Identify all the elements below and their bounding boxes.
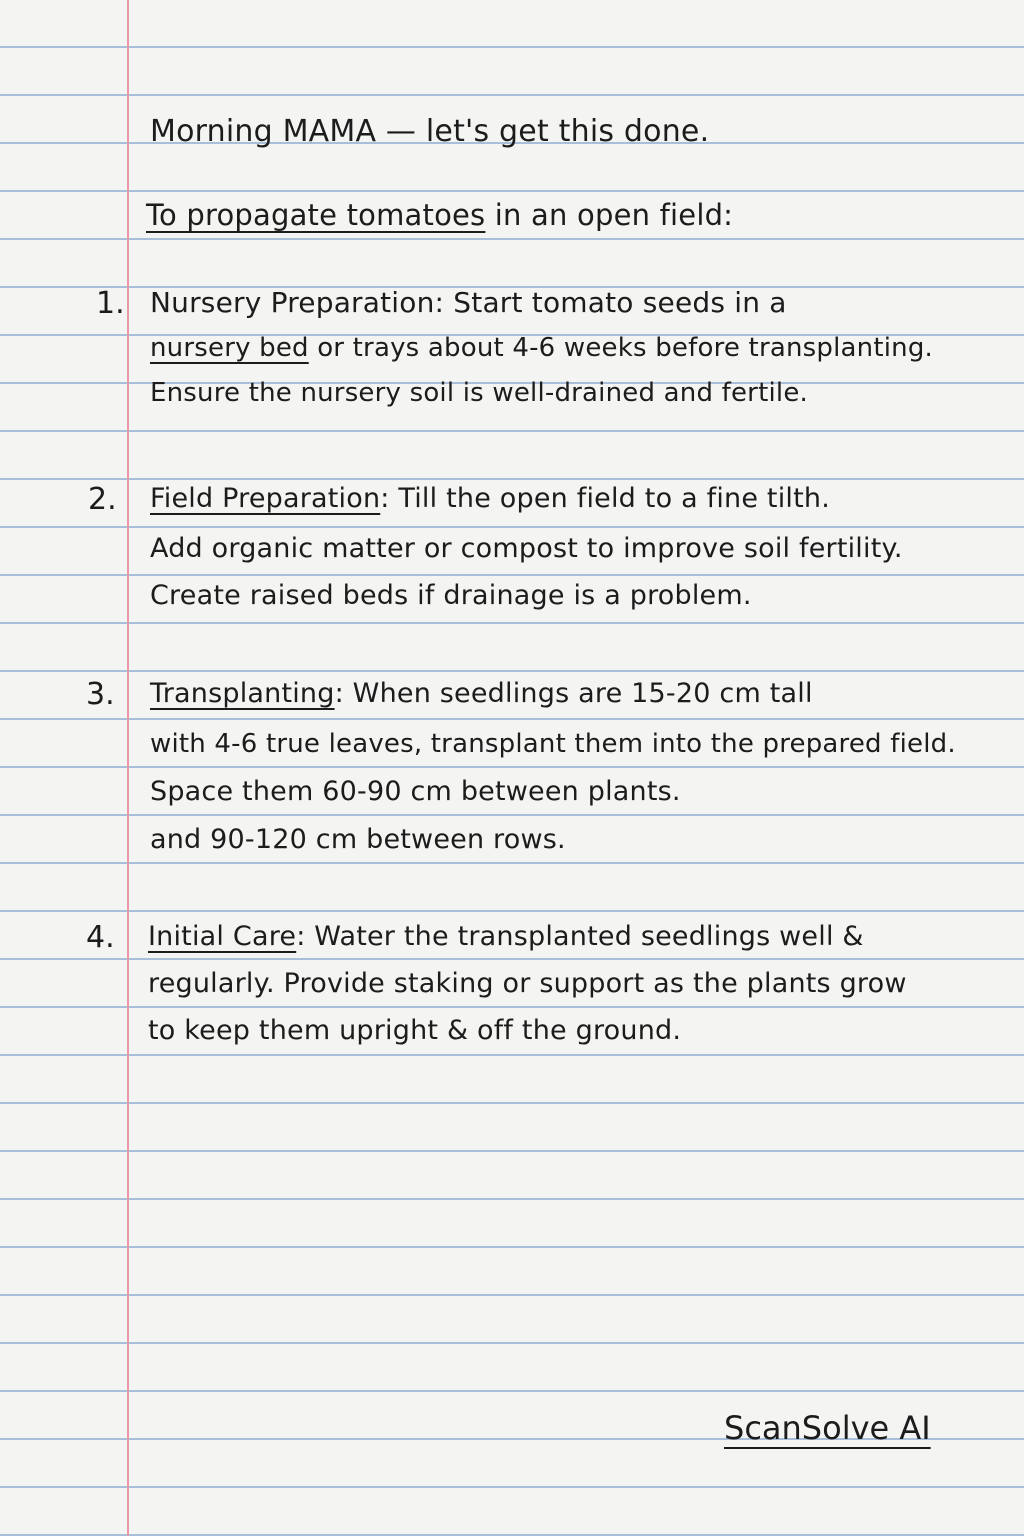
step-number-2: 2. bbox=[88, 482, 117, 517]
step-1-line-1 bbox=[150, 286, 787, 319]
step-4-line-3: to keep them upright & off the ground. bbox=[148, 1015, 682, 1046]
step-1-heading: Nursery Preparation: bbox=[150, 286, 445, 319]
step-2-line-2: Add organic matter or compost to improve soil fertility. bbox=[150, 533, 903, 564]
step-2-line-1 bbox=[150, 485, 830, 512]
step-4-heading-colon: : bbox=[296, 921, 306, 952]
step-3-line-3: Space them 60-90 cm between plants. bbox=[150, 776, 681, 807]
intro-line bbox=[146, 198, 734, 232]
step-1-line-2 bbox=[150, 335, 933, 361]
step-1-underlined: nursery bed bbox=[150, 333, 309, 363]
step-3-line-1 bbox=[150, 680, 813, 707]
intro-rest: in an open field: bbox=[485, 198, 734, 232]
step-3-line-1-rest: When seedlings are 15-20 cm tall bbox=[343, 678, 813, 709]
signature: ScanSolve AI bbox=[724, 1409, 931, 1447]
greeting: Morning MAMA — let's get this done. bbox=[150, 114, 710, 149]
intro-underlined: To propagate tomatoes bbox=[146, 198, 486, 232]
step-4-heading: Initial Care bbox=[148, 921, 297, 952]
step-3-line-2: with 4-6 true leaves, transplant them into the prepared field. bbox=[150, 729, 956, 759]
step-2-heading-colon: : bbox=[380, 483, 390, 514]
margin-line bbox=[127, 0, 129, 1536]
step-3-heading-colon: : bbox=[334, 678, 344, 709]
step-number-1: 1. bbox=[96, 286, 125, 321]
step-1-line-3: Ensure the nursery soil is well-drained and fertile. bbox=[150, 378, 808, 408]
step-3-heading: Transplanting bbox=[150, 678, 335, 709]
step-number-4: 4. bbox=[86, 920, 115, 955]
step-2-line-1-rest: Till the open field to a fine tilth. bbox=[389, 483, 831, 514]
step-number-3: 3. bbox=[86, 677, 115, 712]
step-4-line-1 bbox=[148, 923, 864, 950]
step-1-line-2-rest: or trays about 4-6 weeks before transplanting. bbox=[308, 333, 933, 363]
step-4-line-2: regularly. Provide staking or support as the plants grow bbox=[148, 968, 907, 999]
step-4-line-1-rest: Water the transplanted seedlings well & bbox=[305, 921, 864, 952]
step-3-line-4: and 90-120 cm between rows. bbox=[150, 824, 566, 855]
step-1-line-1-rest: Start tomato seeds in a bbox=[444, 286, 787, 319]
step-2-heading: Field Preparation bbox=[150, 483, 381, 514]
step-2-line-3: Create raised beds if drainage is a problem. bbox=[150, 580, 752, 611]
